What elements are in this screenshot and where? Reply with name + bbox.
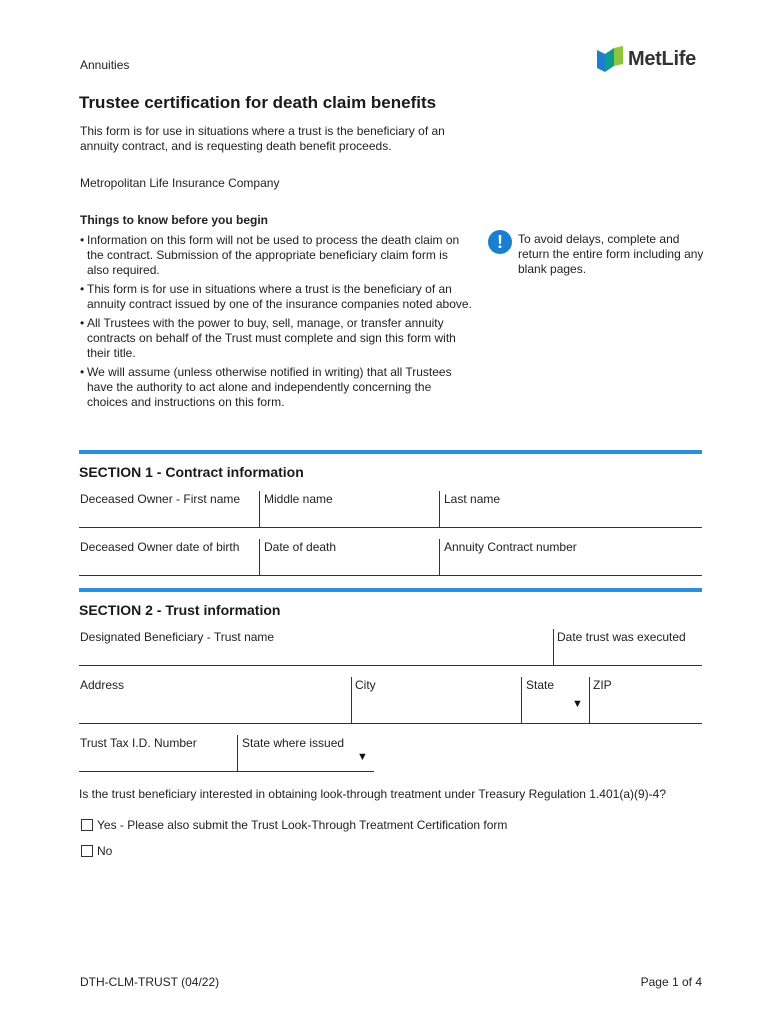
date-executed-field[interactable] [556,645,701,665]
form-id: DTH-CLM-TRUST (04/22) [80,975,220,989]
field-divider [521,677,522,724]
metlife-logo [597,46,696,72]
state-label: State [526,678,555,692]
date-executed-label: Date trust was executed [557,630,686,644]
zip-label: ZIP [593,678,612,692]
first-name-label: Deceased Owner - First name [80,492,241,506]
look-through-question: Is the trust beneficiary interested in obtaining look-through treatment under Treasury Regulation 1.401(a)(9)-4? [79,787,666,801]
field-divider [259,491,260,528]
tax-id-field[interactable] [80,751,235,771]
brand-name: MetLife [628,47,696,70]
list-item: • This form is for use in situations where a trust is the beneficiary of an annuity contract issued by one of the insurance companies noted above. [80,282,472,311]
state-select[interactable] [524,693,587,723]
page-number: Page 1 of 4 [640,975,702,989]
first-name-field[interactable] [80,507,257,527]
field-divider [439,491,440,528]
page-title: Trustee certification for death claim benefits [79,93,437,112]
field-underline [79,665,702,666]
middle-name-field[interactable] [262,507,437,527]
middle-name-label: Middle name [264,492,333,506]
list-item: • All Trustees with the power to buy, sell, manage, or transfer annuity contracts on behalf of the Trust must complete and sign this form with their title. [80,316,456,360]
option-yes[interactable] [81,818,507,832]
contract-number-label: Annuity Contract number [444,540,577,554]
zip-field[interactable] [592,693,700,723]
yes-checkbox[interactable] [81,819,93,831]
last-name-label: Last name [444,492,501,506]
field-underline [79,723,702,724]
chevron-down-icon: ▼ [572,698,583,710]
intro-text: This form is for use in situations where a trust is the beneficiary of an annuity contract, and is requesting death benefit proceeds. [80,124,445,153]
company-name: Metropolitan Life Insurance Company [80,176,280,190]
metlife-logo-icon [597,46,623,72]
field-divider [259,539,260,576]
field-divider [589,677,590,724]
no-checkbox[interactable] [81,845,93,857]
section-2-divider [79,588,702,592]
city-label: City [355,678,376,692]
contract-number-field[interactable] [442,555,700,575]
trust-name-label: Designated Beneficiary - Trust name [80,630,275,644]
dob-label: Deceased Owner date of birth [80,540,240,554]
list-item: • Information on this form will not be used to process the death claim on the contract. Submission of the appropriate beneficiary claim form is also required. [80,233,460,277]
things-to-know-heading: Things to know before you begin [80,213,268,227]
date-of-death-label: Date of death [264,540,337,554]
notice-text: To avoid delays, complete and return the entire form including any blank pages. [518,232,704,276]
section-1-divider [79,450,702,454]
dob-field[interactable] [80,555,257,575]
section-2-title: SECTION 2 - Trust information [79,602,281,618]
last-name-field[interactable] [442,507,700,527]
state-issued-select[interactable] [240,751,373,771]
exclamation-icon: ! [488,230,512,254]
field-underline [79,771,374,772]
city-field[interactable] [354,693,519,723]
state-issued-label: State where issued [242,736,345,750]
things-to-know-list [80,233,472,414]
address-field[interactable] [80,693,348,723]
no-label: No [97,844,113,858]
field-underline [79,575,702,576]
trust-name-field[interactable] [80,645,550,665]
field-divider [237,735,238,772]
option-no[interactable] [81,844,112,858]
document-category: Annuities [80,58,130,72]
section-1-title: SECTION 1 - Contract information [79,464,304,480]
list-item: • We will assume (unless otherwise notified in writing) that all Trustees have the authority to act alone and independently concerning the choices and instructions on this form. [80,365,452,409]
field-underline [79,527,702,528]
field-divider [439,539,440,576]
yes-label: Yes - Please also submit the Trust Look-Through Treatment Certification form [97,818,508,832]
address-label: Address [80,678,125,692]
field-divider [351,677,352,724]
chevron-down-icon: ▼ [357,751,368,763]
tax-id-label: Trust Tax I.D. Number [80,736,197,750]
field-divider [553,629,554,666]
date-of-death-field[interactable] [262,555,437,575]
